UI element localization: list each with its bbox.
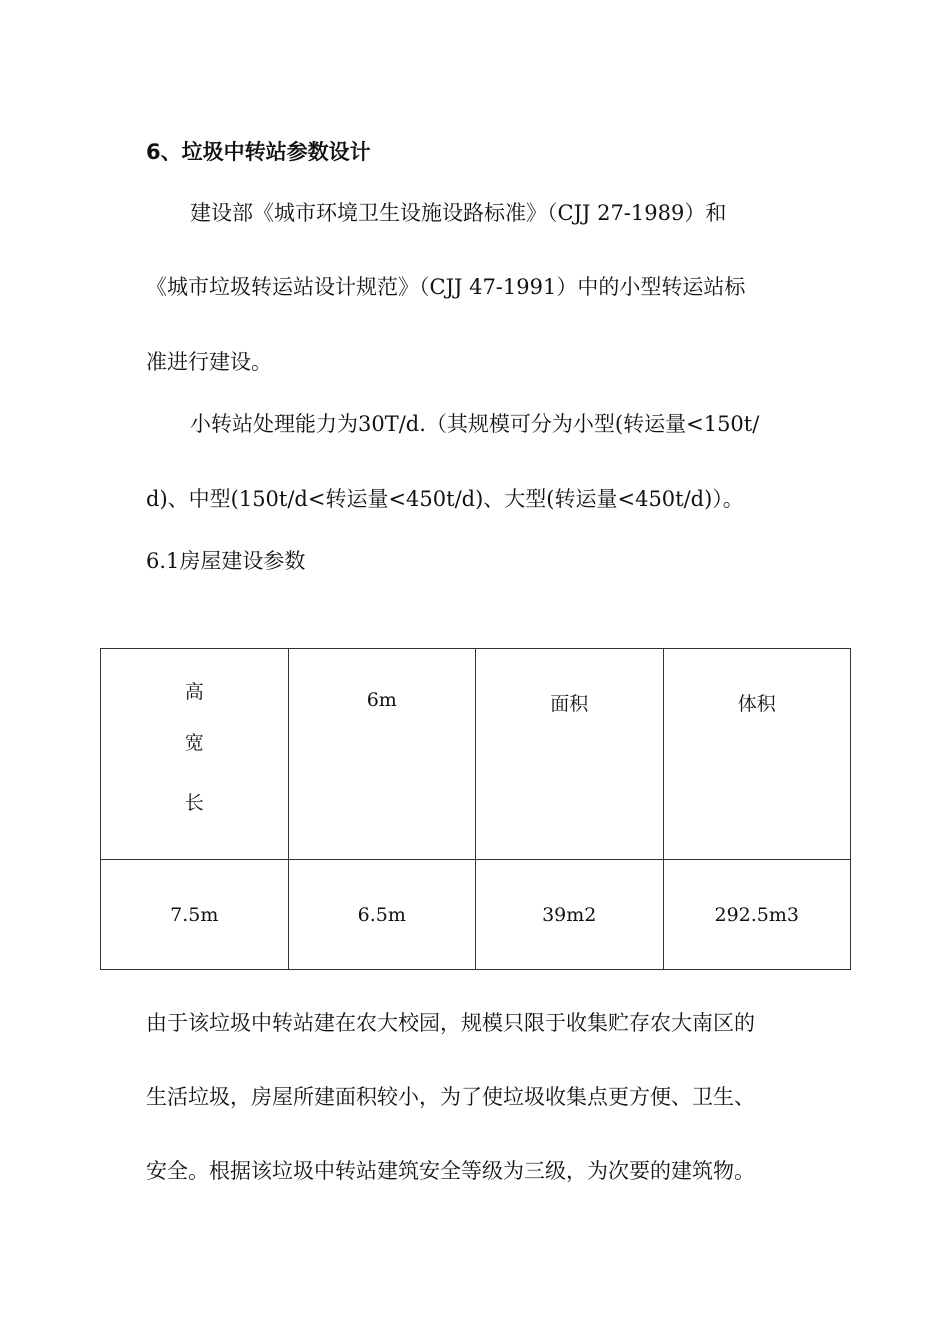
table-header-cell: 6m (288, 649, 476, 860)
paragraph-capacity-line-2: d)、中型(150t/d<转运量<450t/d)、大型(转运量<450t/d)）。 (146, 487, 744, 511)
table-header-row (101, 649, 851, 860)
dimension-length-label: 长 (184, 792, 204, 814)
table-cell: 292.5m3 (663, 860, 851, 970)
paragraph-standards-line-2: 《城市垃圾转运站设计规范》（CJJ 47-1991）中的小型转运站标 (146, 275, 746, 299)
table-row (101, 860, 851, 970)
paragraph-location-line-1: 由于该垃圾中转站建在农大校园，规模只限于收集贮存农大南区的 (146, 1011, 755, 1035)
table-header-volume-cell: 体积 (663, 649, 851, 860)
paragraph-standards-line-3: 准进行建设。 (146, 350, 272, 374)
subsection-heading: 6.1房屋建设参数 (146, 549, 306, 573)
paragraph-standards-line-1: 建设部《城市环境卫生设施设路标准》（CJJ 27-1989）和 (190, 201, 727, 225)
paragraph-location-line-3: 安全。根据该垃圾中转站建筑安全等级为三级，为次要的建筑物。 (146, 1159, 755, 1183)
paragraph-capacity-line-1: 小转站处理能力为30T/d.（其规模可分为小型(转运量<150t/ (190, 412, 760, 436)
building-params-table (100, 648, 851, 970)
paragraph-location-line-2: 生活垃圾，房屋所建面积较小，为了使垃圾收集点更方便、卫生、 (146, 1085, 755, 1109)
table-header-dimensions-cell (101, 649, 289, 860)
table-cell: 6.5m (288, 860, 476, 970)
table-cell: 7.5m (101, 860, 289, 970)
dimension-height-label: 高 (184, 681, 204, 703)
section-heading: 6、垃圾中转站参数设计 (146, 140, 371, 164)
table-cell: 39m2 (476, 860, 664, 970)
dimension-width-label: 宽 (184, 732, 204, 754)
table-header-area-cell: 面积 (476, 649, 664, 860)
